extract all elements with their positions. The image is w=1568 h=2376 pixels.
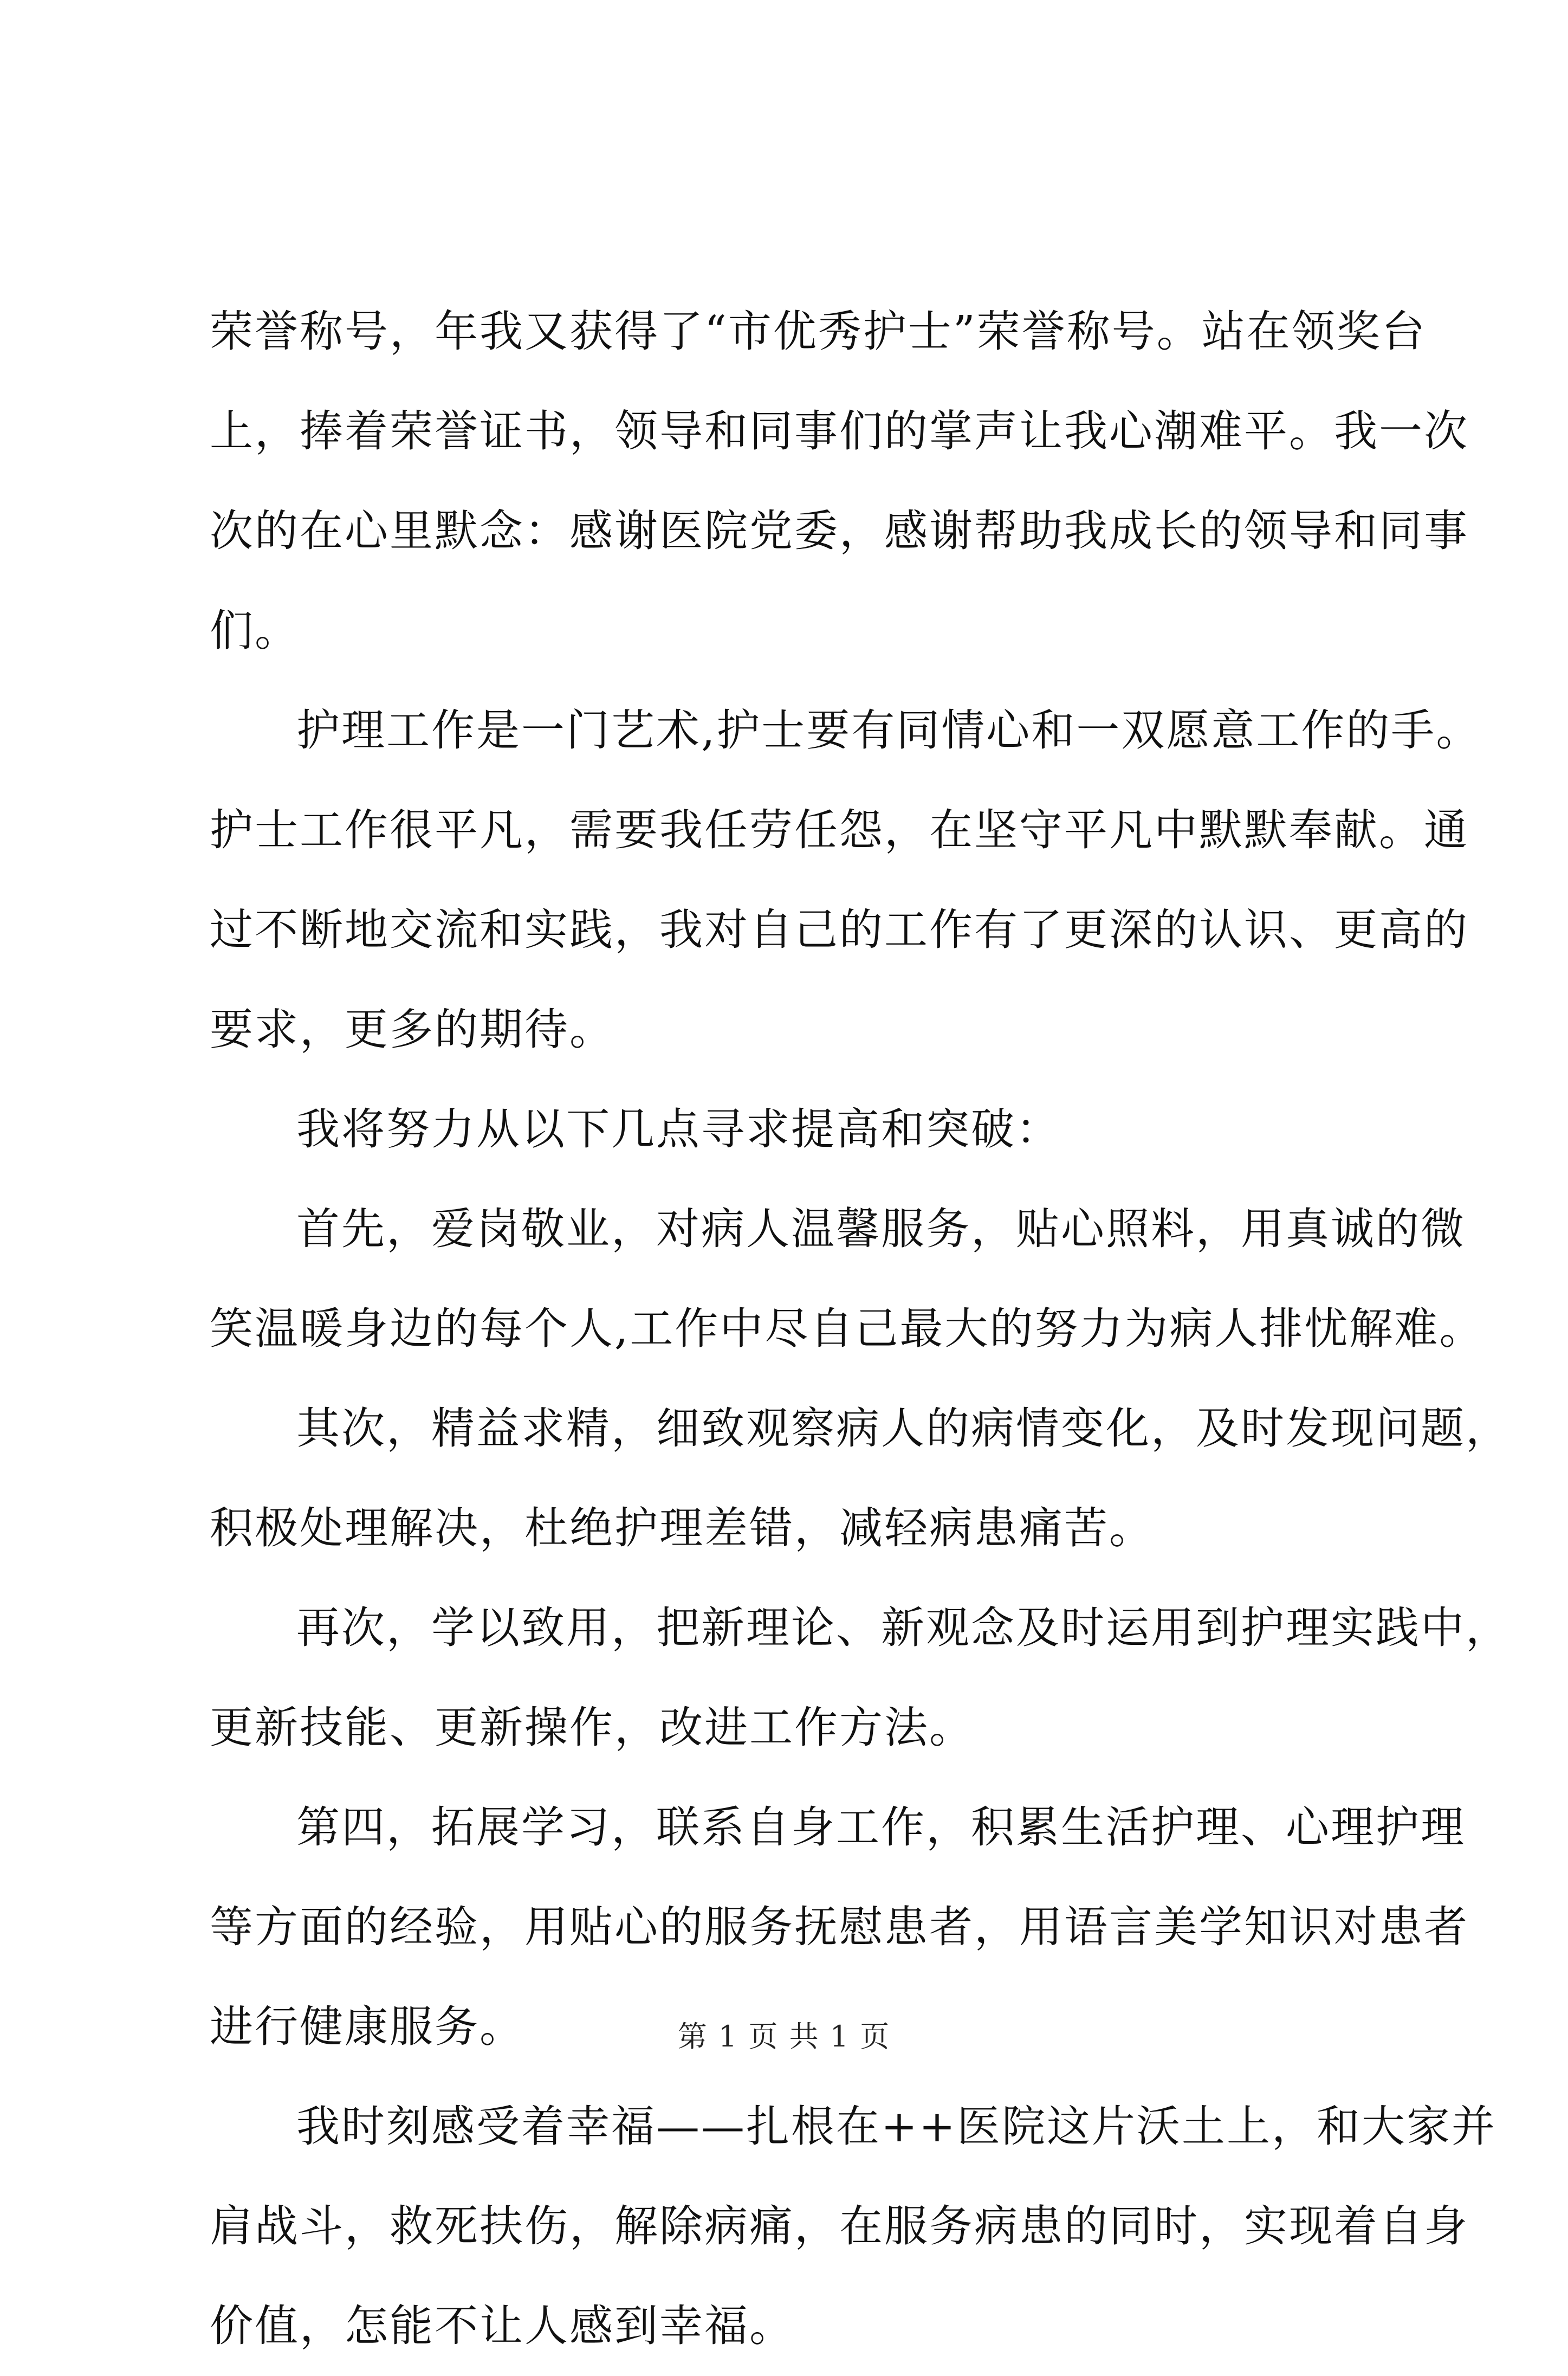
text-line: 积极处理解决，杜绝护理差错，减轻病患痛苦。 [210, 1503, 1154, 1553]
paragraph-first-line: 首先，爱岗敬业，对病人温馨服务，贴心照料，用真诚的微 [296, 1204, 1466, 1254]
text-line: 等方面的经验，用贴心的服务抚慰患者，用语言美学知识对患者 [210, 1902, 1469, 1952]
page-number-label: 第 1 页 共 1 页 [677, 2019, 891, 2054]
text-line: 肩战斗，救死扶伤，解除病痛，在服务病患的同时，实现着自身 [210, 2201, 1469, 2251]
text-line: 上，捧着荣誉证书，领导和同事们的掌声让我心潮难平。我一次 [210, 406, 1469, 456]
text-line: 笑温暖身边的每个人,工作中尽自己最大的努力为病人排忧解难。 [210, 1303, 1485, 1354]
document-body [210, 282, 1511, 2376]
text-line: 进行健康服务。 [210, 2001, 524, 2052]
text-line: 价值，怎能不让人感到幸福。 [210, 2301, 794, 2351]
text-line: 更新技能、更新操作，改进工作方法。 [210, 1702, 974, 1753]
paragraph-first-line: 第四，拓展学习，联系自身工作，积累生活护理、心理护理 [296, 1802, 1466, 1852]
text-line: 们。 [210, 605, 300, 656]
text-line: 过不断地交流和实践，我对自己的工作有了更深的认识、更高的 [210, 905, 1469, 955]
paragraph-first-line: 我将努力从以下几点寻求提高和突破： [296, 1104, 1061, 1154]
text-line: 要求，更多的期待。 [210, 1004, 614, 1055]
text-line: 护士工作很平凡，需要我任劳任怨，在坚守平凡中默默奉献。通 [210, 805, 1469, 855]
paragraph-first-line: 护理工作是一门艺术,护士要有同情心和一双愿意工作的手。 [296, 705, 1481, 756]
text-line: 次的在心里默念：感谢医院党委，感谢帮助我成长的领导和同事 [210, 506, 1469, 556]
text-line: 荣誉称号，年我又获得了“市优秀护士”荣誉称号。站在领奖台 [210, 306, 1427, 357]
paragraph-first-line: 我时刻感受着幸福——扎根在++医院这片沃土上，和大家并 [296, 2101, 1497, 2152]
page-footer [0, 2013, 1568, 2055]
paragraph-first-line: 再次，学以致用，把新理论、新观念及时运用到护理实践中， [296, 1603, 1511, 1653]
paragraph-first-line: 其次，精益求精，细致观察病人的病情变化，及时发现问题， [296, 1403, 1511, 1454]
